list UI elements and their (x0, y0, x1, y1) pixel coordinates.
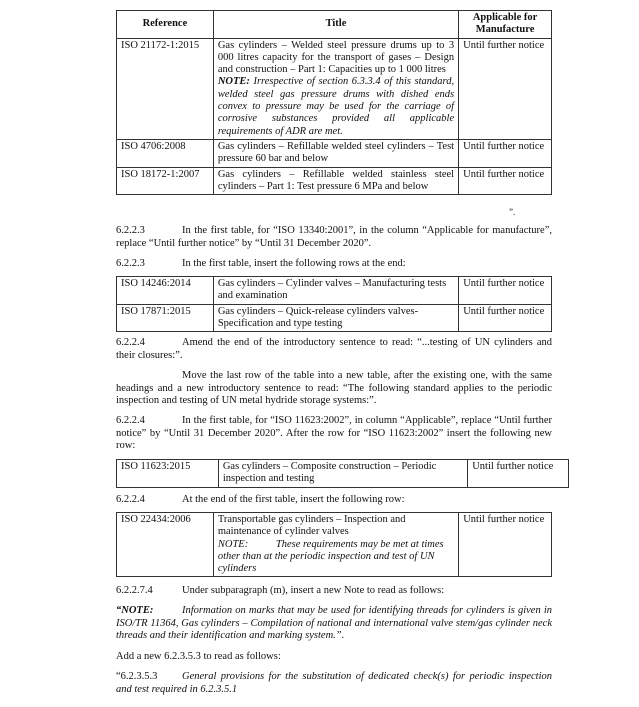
paragraph-number: 6.2.2.4 (116, 337, 145, 348)
paragraph-text: At the end of the first table, insert the following row: (182, 494, 405, 505)
standards-table-1 (116, 10, 552, 195)
paragraph-text: Information on marks that may be used for identifying threads for cylinders is given in ISO/TR 11364, Gas cylinders – Compilation of national and international valve stem/gas cylinder neck threads and their identification and marking system.”. (116, 605, 552, 642)
applicable-cell: Until further notice (459, 513, 552, 577)
table-row (117, 167, 552, 195)
paragraph-5 (116, 415, 552, 453)
title-cell: Gas cylinders – Refillable welded stainless steel cylinders – Part 1: Test pressure 6 MPa and below (213, 167, 458, 195)
title-text: Transportable gas cylinders – Inspection and maintenance of cylinder valves (217, 514, 406, 538)
paragraph-text: In the first table, for “ISO 11623:2002”, in column “Applicable”, replace “Until further notice” by “Until 31 December 2020”. After the row for “ISO 11623:2002” insert the following new row: (116, 415, 552, 452)
applicable-cell: Until further notice (459, 38, 552, 139)
paragraph-text: General provisions for the substitution of dedicated check(s) for periodic inspection and test required in 6.2.3.5.1 (116, 671, 552, 695)
applicable-cell: Until further notice (459, 277, 552, 305)
paragraph-10 (116, 671, 552, 696)
paragraph-number: “6.2.3.5.3 (116, 671, 158, 682)
applicable-cell: Until further notice (459, 304, 552, 332)
title-cell: Gas cylinders – Cylinder valves – Manufacturing tests and examination (213, 277, 458, 305)
closing-quote: ”. (509, 207, 516, 217)
paragraph-number: 6.2.2.3 (116, 225, 145, 236)
paragraph-9: Add a new 6.2.3.5.3 to read as follows: (116, 651, 281, 662)
paragraph-text: Amend the end of the introductory sentence to read: “...testing of UN cylinders and their closures:”. (116, 337, 552, 361)
paragraph-number: 6.2.2.4 (116, 494, 145, 505)
paragraph-text: In the first table, insert the following rows at the end: (182, 258, 406, 269)
applicable-cell: Until further notice (459, 139, 552, 167)
note-text: These requirements may be met at times other than at the periodic inspection and test of UN cylinders (217, 538, 444, 575)
paragraph-4: Move the last row of the table into a new table, after the existing one, with the same headings and a new introductory sentence to read: “The following standard applies to the periodic inspection and testing of UN metal hydride storage systems:”. (116, 370, 552, 407)
table-row (117, 277, 552, 305)
paragraph-8 (116, 605, 552, 643)
paragraph-7 (116, 585, 552, 598)
title-cell: Gas cylinders – Composite construction – Periodic inspection and testing (218, 460, 467, 488)
paragraph-number: 6.2.2.3 (116, 258, 145, 269)
note-label: NOTE: (217, 76, 250, 88)
title-cell: Gas cylinders – Quick-release cylinders valves- Specification and type testing (213, 304, 458, 332)
title-cell: Gas cylinders – Refillable welded steel cylinders – Test pressure 60 bar and below (213, 139, 458, 167)
reference-cell: ISO 17871:2015 (117, 304, 214, 332)
paragraph-number: 6.2.2.7.4 (116, 585, 153, 596)
table-row (117, 460, 569, 488)
standards-table-4 (116, 512, 552, 577)
standards-table-2 (116, 276, 552, 332)
reference-cell: ISO 18172-1:2007 (117, 167, 214, 195)
applicable-cell: Until further notice (459, 167, 552, 195)
title-text: Gas cylinders – Welded steel pressure drums up to 3 000 litres capacity for the transport of gases – Design and construction – Part 1: Capacities up to 1 000 litres (217, 39, 455, 76)
reference-cell: ISO 14246:2014 (117, 277, 214, 305)
paragraph-number: 6.2.2.4 (116, 415, 145, 426)
header-reference: Reference (117, 11, 214, 39)
header-applicable: Applicable for Manufacture (459, 11, 552, 39)
note-text: Irrespective of section 6.3.3.4 of this standard, welded steel gas pressure drums with dished ends convex to pressure may be used for the carriage of corrosive substances provided all applicable requirements of ADR are met. (217, 76, 455, 137)
paragraph-3 (116, 337, 552, 362)
note-label: “NOTE: (116, 605, 154, 616)
reference-cell: ISO 11623:2015 (117, 460, 219, 488)
table-header-row (117, 11, 552, 39)
table-row (117, 38, 552, 139)
paragraph-1 (116, 225, 552, 250)
reference-cell: ISO 4706:2008 (117, 139, 214, 167)
standards-table-3 (116, 459, 569, 488)
title-cell (213, 513, 458, 577)
title-cell (213, 38, 458, 139)
applicable-cell: Until further notice (468, 460, 569, 488)
paragraph-text: Under subparagraph (m), insert a new Note to read as follows: (182, 585, 445, 596)
paragraph-6 (116, 494, 552, 507)
table-row (117, 139, 552, 167)
table-row (117, 304, 552, 332)
paragraph-2 (116, 258, 552, 271)
paragraph-text: In the first table, for “ISO 13340:2001”, in the column “Applicable for manufacture”, replace “Until further notice” by “Until 31 December 2020”. (116, 225, 552, 249)
table-row (117, 513, 552, 577)
header-title: Title (213, 11, 458, 39)
reference-cell: ISO 22434:2006 (117, 513, 214, 577)
reference-cell: ISO 21172-1:2015 (117, 38, 214, 139)
note-label: NOTE: (217, 538, 249, 550)
